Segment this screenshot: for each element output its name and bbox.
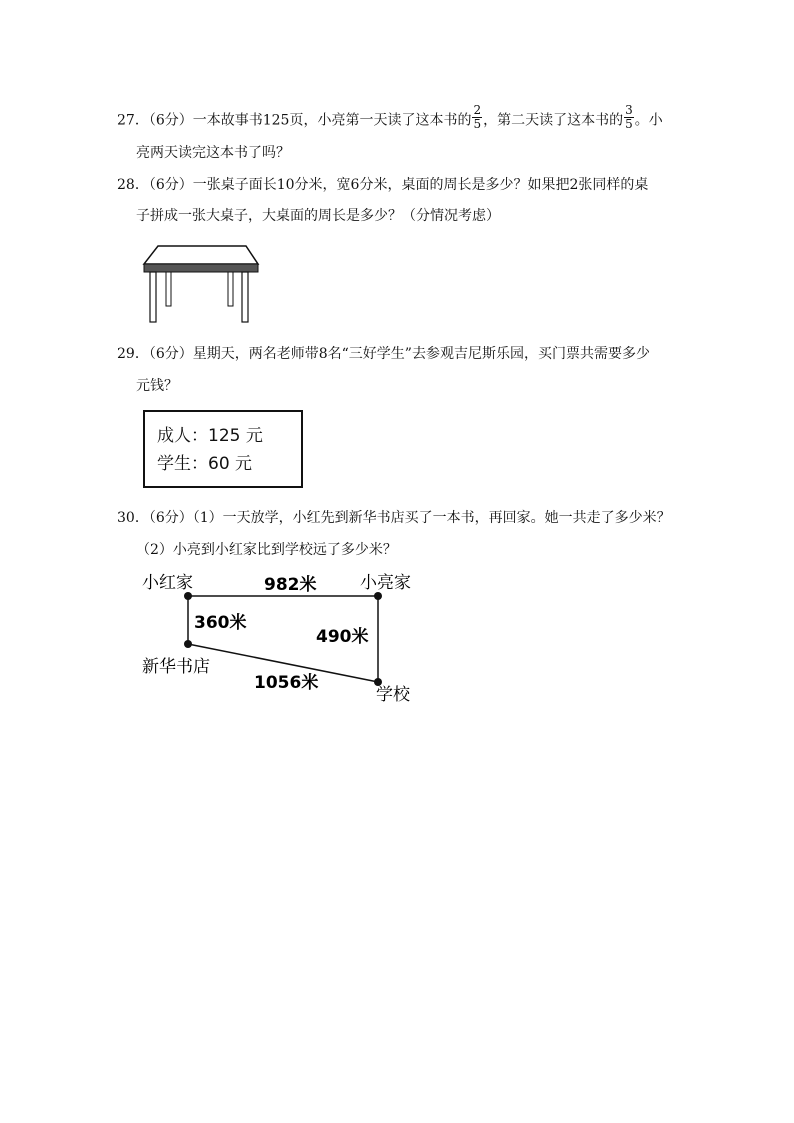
q27-text-b: ，第二天读了这本书的 — [483, 112, 624, 129]
q27-text-a: 27．（6分）一本故事书125页，小亮第一天读了这本书的 — [117, 112, 472, 129]
ticket-price-box — [143, 410, 303, 488]
q30-line1: 30．（6分）（1）一天放学，小红先到新华书店买了一本书，再回家。她一共走了多少米？ — [117, 510, 671, 526]
fraction-denominator: 5 — [473, 117, 482, 131]
table-leg-back-left — [166, 272, 171, 306]
route-map — [138, 566, 428, 708]
label-xiaoliang-home: 小亮家 — [360, 573, 411, 593]
fraction-numerator: 2 — [473, 103, 482, 117]
table-leg-front-right — [242, 272, 248, 322]
table-edge — [144, 264, 258, 272]
fraction-denominator: 5 — [625, 117, 633, 131]
q30-line2: （2）小亮到小红家比到学校远了多少米？ — [136, 542, 397, 558]
price-adult: 成人：125 元 — [157, 426, 263, 446]
table-top — [144, 246, 258, 264]
table-illustration — [140, 244, 262, 324]
q27-line2: 亮两天读完这本书了吗？ — [136, 145, 290, 161]
q29-line1: 29．（6分）星期天，两名老师带8名“三好学生”去参观吉尼斯乐园，买门票共需要多少 — [117, 346, 650, 362]
fraction-numerator: 3 — [625, 103, 633, 117]
q27-fraction-second-day — [624, 104, 634, 131]
label-bookstore: 新华书店 — [142, 657, 210, 677]
distance-left: 360米 — [194, 613, 247, 633]
point-bookstore — [184, 640, 192, 648]
price-student: 学生：60 元 — [157, 454, 253, 474]
table-leg-front-left — [150, 272, 156, 322]
label-xiaohong-home: 小红家 — [142, 573, 193, 593]
table-leg-back-right — [228, 272, 233, 306]
q29-line2: 元钱？ — [136, 378, 178, 394]
label-school: 学校 — [376, 685, 410, 705]
point-xiaoliang-home — [374, 592, 382, 600]
q27-line1 — [117, 103, 663, 134]
q28-line1: 28．（6分）一张桌子面长10分米，宽6分米，桌面的周长是多少？如果把2张同样的桌 — [117, 177, 649, 193]
point-xiaohong-home — [184, 592, 192, 600]
q27-text-c: 。小 — [634, 112, 663, 129]
q27-fraction-first-day — [472, 104, 482, 131]
distance-top: 982米 — [264, 575, 317, 595]
distance-bottom: 1056米 — [254, 673, 319, 693]
distance-right: 490米 — [316, 627, 369, 647]
q28-line2: 子拼成一张大桌子，大桌面的周长是多少？（分情况考虑） — [136, 208, 500, 224]
